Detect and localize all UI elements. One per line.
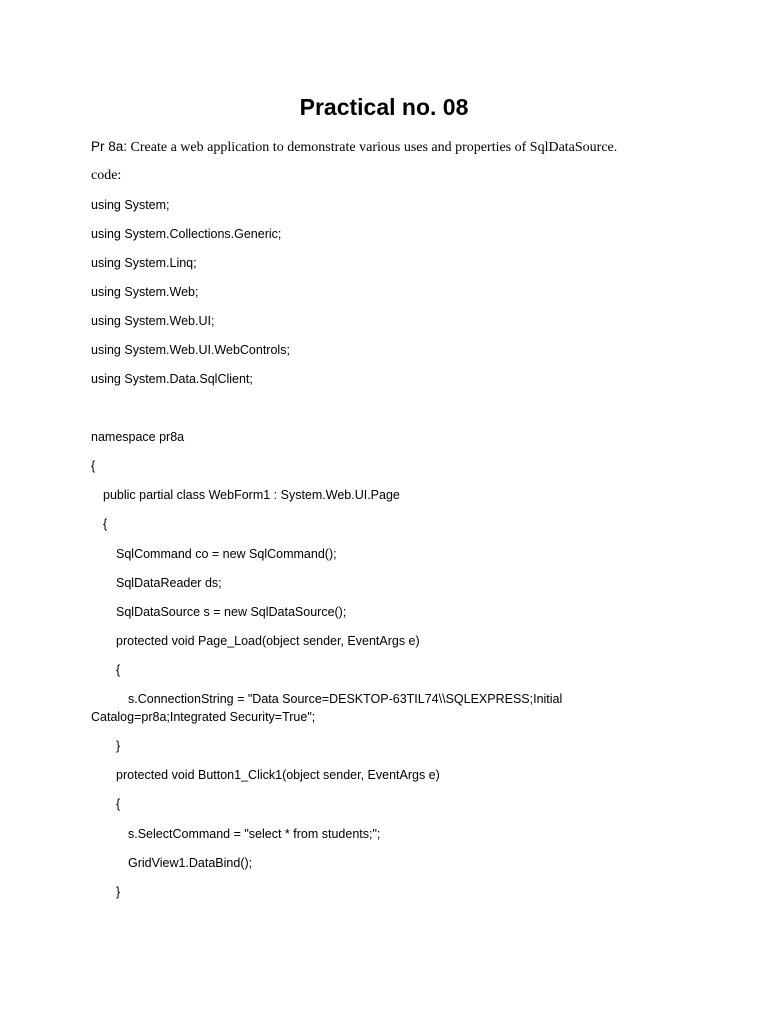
code-line: {: [116, 797, 121, 811]
code-line: SqlDataSource s = new SqlDataSource();: [116, 605, 347, 619]
code-line: {: [91, 459, 96, 473]
page-title: Practical no. 08: [299, 94, 469, 120]
code-line: protected void Page_Load(object sender, EventArgs e): [116, 634, 420, 648]
code-line: protected void Button1_Click1(object sender, EventArgs e): [116, 768, 440, 782]
code-line: }: [116, 739, 121, 753]
code-line: using System.Web.UI.WebControls;: [91, 343, 290, 357]
code-line: using System.Web.UI;: [91, 314, 215, 328]
code-line: {: [103, 517, 108, 531]
code-line: }: [116, 885, 121, 899]
task-label: Pr 8a:: [91, 139, 128, 154]
code-line: SqlCommand co = new SqlCommand();: [116, 547, 337, 561]
code-line: using System.Linq;: [91, 256, 197, 270]
code-line: s.SelectCommand = "select * from students;";: [128, 827, 381, 841]
code-line: GridView1.DataBind();: [128, 856, 253, 870]
code-line: {: [116, 663, 121, 677]
task-text: Create a web application to demonstrate various uses and properties of SqlDataSource.: [127, 140, 618, 155]
code-line: using System.Data.SqlClient;: [91, 372, 253, 386]
code-label: code:: [91, 168, 122, 183]
code-line: public partial class WebForm1 : System.Web.UI.Page: [103, 488, 400, 502]
code-line-connection-string: s.ConnectionString = "Data Source=DESKTOP-63TIL74\\SQLEXPRESS;Initial Catalog=pr8a;Integrated Security=True";: [91, 692, 563, 724]
code-line: namespace pr8a: [91, 430, 185, 444]
code-line: using System.Web;: [91, 285, 199, 299]
code-line: using System;: [91, 198, 170, 212]
code-line: using System.Collections.Generic;: [91, 227, 282, 241]
code-line: SqlDataReader ds;: [116, 576, 222, 590]
task-description: [91, 138, 617, 157]
